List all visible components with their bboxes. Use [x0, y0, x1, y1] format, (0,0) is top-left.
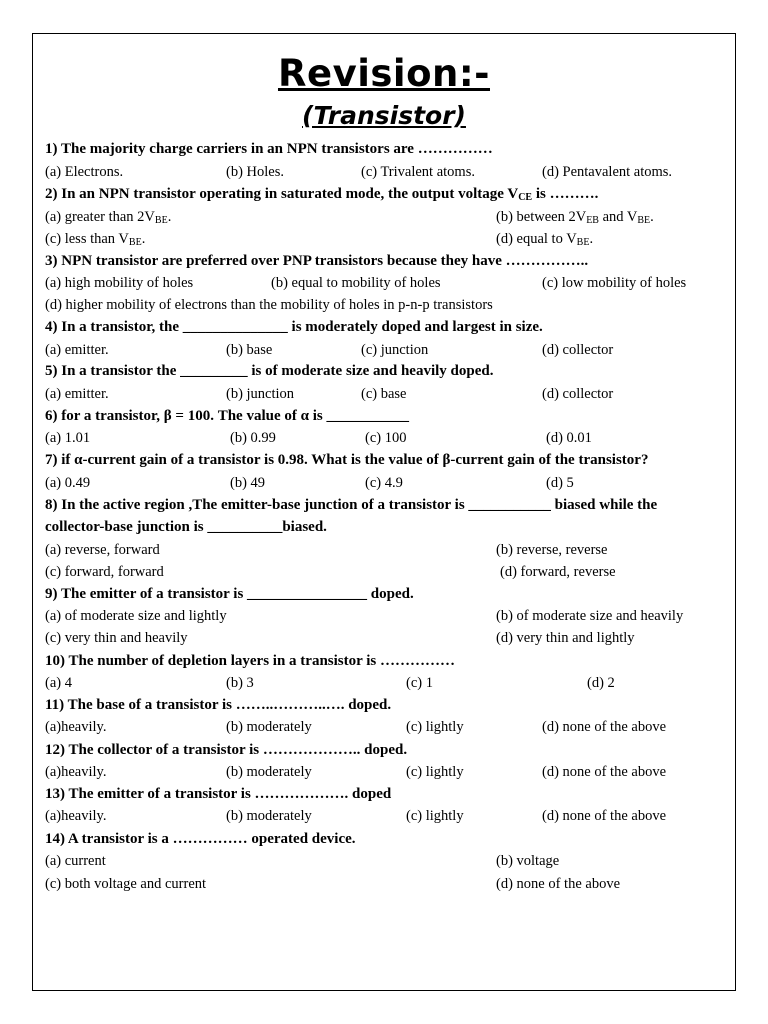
question-1: 1) The majority charge carriers in an NPN transistors are ……………	[45, 141, 493, 157]
q6-option-a: (a) 1.01	[45, 430, 91, 446]
q12-option-c: (c) lightly	[406, 764, 464, 780]
q1-option-a: (a) Electrons.	[45, 164, 124, 180]
q7-option-c: (c) 4.9	[365, 475, 403, 491]
q14-option-c: (c) both voltage and current	[45, 876, 207, 892]
q10-option-a: (a) 4	[45, 675, 72, 691]
question-3: 3) NPN transistor are preferred over PNP transistors because they have ……………..	[45, 253, 589, 269]
q8-option-a: (a) reverse, forward	[45, 542, 160, 558]
q12-option-b: (b) moderately	[226, 764, 312, 780]
q13-option-d: (d) none of the above	[542, 808, 667, 824]
q5-option-d: (d) collector	[542, 386, 614, 402]
question-7: 7) if α-current gain of a transistor is 0.98. What is the value of β-current gain of the transistor?	[45, 452, 649, 468]
q6-option-b: (b) 0.99	[230, 430, 276, 446]
question-8-line-2: collector-base junction is __________biased.	[45, 519, 327, 535]
question-4: 4) In a transistor, the ______________ is moderately doped and largest in size.	[45, 319, 543, 335]
q11-option-b: (b) moderately	[226, 719, 312, 735]
q12-option-a: (a)heavily.	[45, 764, 107, 780]
q13-option-b: (b) moderately	[226, 808, 312, 824]
question-10: 10) The number of depletion layers in a transistor is ……………	[45, 653, 456, 669]
q4-option-b: (b) base	[226, 342, 273, 358]
q3-option-c: (c) low mobility of holes	[542, 275, 687, 291]
page-subtitle: (Transistor)	[302, 101, 466, 130]
q9-option-d: (d) very thin and lightly	[496, 630, 635, 646]
q14-option-b: (b) voltage	[496, 853, 560, 869]
q10-option-d: (d) 2	[587, 675, 615, 691]
page-title: Revision:-	[277, 52, 490, 95]
q3-option-b: (b) equal to mobility of holes	[271, 275, 441, 291]
q8-option-c: (c) forward, forward	[45, 564, 164, 580]
question-2: 2) In an NPN transistor operating in saturated mode, the output voltage $V_{CE}$ is ……….	[45, 186, 599, 203]
q1-option-c: (c) Trivalent atoms.	[361, 164, 475, 180]
q7-option-b: (b) 49	[230, 475, 266, 491]
question-13: 13) The emitter of a transistor is ………………. doped	[45, 786, 392, 802]
q6-option-c: (c) 100	[365, 430, 407, 446]
q3-option-d: (d) higher mobility of electrons than the mobility of holes in p-n-p transistors	[45, 297, 493, 313]
q2-option-a: (a) greater than $2V_{BE}$.	[45, 209, 172, 226]
q10-option-b: (b) 3	[226, 675, 254, 691]
q12-option-d: (d) none of the above	[542, 764, 667, 780]
question-12: 12) The collector of a transistor is ……………….. doped.	[45, 742, 408, 758]
q2-option-d: (d) equal to $V_{BE}$.	[496, 231, 594, 248]
question-6: 6) for a transistor, β = 100. The value of α is ___________	[45, 408, 409, 424]
q14-option-a: (a) current	[45, 853, 106, 869]
q7-option-a: (a) 0.49	[45, 475, 91, 491]
q2-option-c: (c) less than $V_{BE}$.	[45, 231, 146, 248]
question-14: 14) A transistor is a …………… operated device.	[45, 831, 356, 847]
q1-option-b: (b) Holes.	[226, 164, 284, 180]
q14-option-d: (d) none of the above	[496, 876, 621, 892]
question-11: 11) The base of a transistor is ……..………..…. doped.	[45, 697, 392, 713]
q1-option-d: (d) Pentavalent atoms.	[542, 164, 673, 180]
q5-option-c: (c) base	[361, 386, 407, 402]
q11-option-c: (c) lightly	[406, 719, 464, 735]
question-5: 5) In a transistor the _________ is of moderate size and heavily doped.	[45, 363, 494, 379]
question-9: 9) The emitter of a transistor is ________________ doped.	[45, 586, 414, 602]
q8-option-d: (d) forward, reverse	[500, 564, 616, 580]
q10-option-c: (c) 1	[406, 675, 433, 691]
q11-option-a: (a)heavily.	[45, 719, 107, 735]
q2-option-b: (b) between $2V_{EB}$ and $V_{BE}$.	[496, 209, 654, 226]
q9-option-c: (c) very thin and heavily	[45, 630, 188, 646]
q11-option-d: (d) none of the above	[542, 719, 667, 735]
q5-option-b: (b) junction	[226, 386, 295, 402]
q4-option-c: (c) junction	[361, 342, 429, 358]
q6-option-d: (d) 0.01	[546, 430, 592, 446]
q4-option-a: (a) emitter.	[45, 342, 109, 358]
q3-option-a: (a) high mobility of holes	[45, 275, 194, 291]
q7-option-d: (d) 5	[546, 475, 574, 491]
q9-option-a: (a) of moderate size and lightly	[45, 608, 227, 624]
q13-option-a: (a)heavily.	[45, 808, 107, 824]
q9-option-b: (b) of moderate size and heavily	[496, 608, 684, 624]
q13-option-c: (c) lightly	[406, 808, 464, 824]
q5-option-a: (a) emitter.	[45, 386, 109, 402]
q4-option-d: (d) collector	[542, 342, 614, 358]
question-8-line-1: 8) In the active region ,The emitter-base junction of a transistor is ___________ biased while the	[45, 497, 658, 513]
q8-option-b: (b) reverse, reverse	[496, 542, 608, 558]
